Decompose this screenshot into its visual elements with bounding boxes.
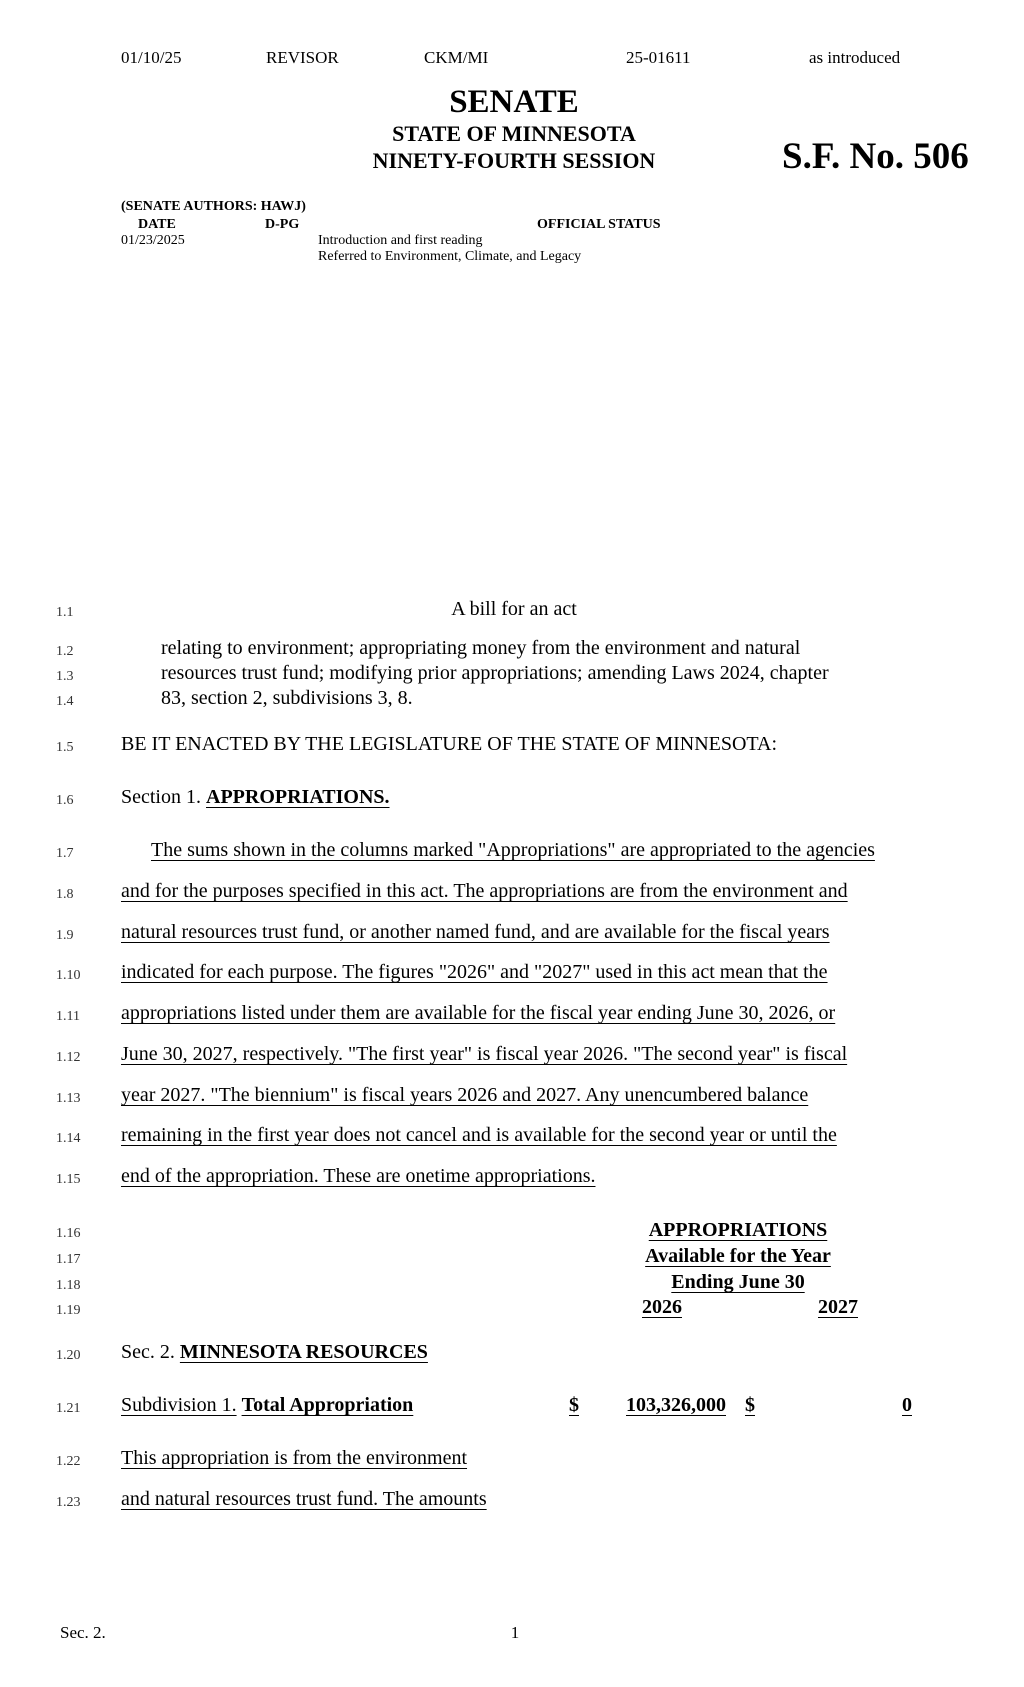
section-title: APPROPRIATIONS.	[206, 786, 390, 808]
line-number: 1.19	[56, 1303, 81, 1318]
header-date: 01/10/25	[121, 48, 182, 67]
appropriations-subheading: Ending June 30	[671, 1271, 805, 1293]
status-col-date: DATE	[138, 217, 176, 232]
footer-section: Sec. 2.	[60, 1623, 106, 1642]
line-number: 1.11	[56, 1009, 80, 1024]
line-number: 1.10	[56, 968, 81, 983]
title-line: relating to environment; appropriating money from the environment and natural	[161, 637, 801, 659]
status-entry-1: Introduction and first reading	[318, 233, 483, 248]
line-number: 1.22	[56, 1454, 81, 1469]
section-number: Sec. 2.	[121, 1341, 175, 1363]
section-title: MINNESOTA RESOURCES	[179, 1341, 428, 1363]
year-column-2027: 2027	[818, 1296, 858, 1318]
enacting-clause: BE IT ENACTED BY THE LEGISLATURE OF THE STATE OF MINNESOTA:	[121, 733, 778, 755]
amount-2026: 103,326,000	[626, 1394, 726, 1416]
status-col-dpg: D-PG	[265, 217, 300, 232]
dollar-sign: $	[569, 1394, 579, 1416]
paragraph-line: year 2027. "The biennium" is fiscal years 2026 and 2027. Any unencumbered balance	[121, 1084, 809, 1106]
status-entry-2: Referred to Environment, Climate, and Legacy	[318, 249, 582, 264]
header-revisor: REVISOR	[266, 48, 339, 67]
paragraph-line: natural resources trust fund, or another named fund, and are available for the fiscal years	[121, 921, 830, 943]
line-number: 1.23	[56, 1495, 81, 1510]
status-entry-date: 01/23/2025	[121, 233, 185, 248]
line-number: 1.8	[56, 887, 74, 902]
header-status: as introduced	[809, 48, 901, 67]
line-number: 1.14	[56, 1131, 81, 1146]
header-doc-number: 25-01611	[626, 48, 691, 67]
paragraph-line: and natural resources trust fund. The amounts	[121, 1488, 487, 1510]
paragraph-line: The sums shown in the columns marked "Appropriations" are appropriated to the agencies	[151, 839, 875, 861]
appropriations-subheading: Available for the Year	[645, 1245, 831, 1267]
subdivision-number: Subdivision 1.	[121, 1394, 237, 1416]
amount-2027: 0	[902, 1394, 912, 1416]
subdivision-title: Total Appropriation	[241, 1394, 414, 1416]
paragraph-line: and for the purposes specified in this act. The appropriations are from the environment and	[121, 880, 848, 902]
section-heading	[121, 1341, 428, 1364]
chamber-title: SENATE	[449, 84, 579, 120]
line-number: 1.15	[56, 1172, 81, 1187]
section-number: Section 1.	[121, 786, 201, 808]
title-line: 83, section 2, subdivisions 3, 8.	[161, 687, 413, 709]
authors-label: (SENATE AUTHORS: HAWJ)	[121, 199, 306, 214]
year-column-2026: 2026	[642, 1296, 682, 1318]
line-number: 1.2	[56, 644, 74, 659]
line-number: 1.3	[56, 669, 74, 684]
line-number: 1.16	[56, 1226, 81, 1241]
line-number: 1.9	[56, 928, 74, 943]
line-number: 1.21	[56, 1401, 81, 1416]
paragraph-line: end of the appropriation. These are onetime appropriations.	[121, 1165, 596, 1187]
subdivision-heading	[121, 1394, 413, 1417]
line-number: 1.5	[56, 740, 74, 755]
status-col-official: OFFICIAL STATUS	[537, 217, 661, 232]
line-number: 1.6	[56, 793, 74, 808]
paragraph-line: This appropriation is from the environment	[121, 1447, 468, 1469]
line-number: 1.13	[56, 1091, 81, 1106]
bill-heading: A bill for an act	[451, 598, 577, 620]
section-heading	[121, 786, 390, 809]
paragraph-line: appropriations listed under them are available for the fiscal year ending June 30, 2026, or	[121, 1002, 836, 1024]
title-line: resources trust fund; modifying prior appropriations; amending Laws 2024, chapter	[161, 662, 829, 684]
appropriations-heading: APPROPRIATIONS	[648, 1219, 828, 1241]
session-title: NINETY-FOURTH SESSION	[372, 148, 656, 173]
header-initials: CKM/MI	[424, 48, 489, 67]
line-number: 1.7	[56, 846, 74, 861]
paragraph-line: June 30, 2027, respectively. "The first year" is fiscal year 2026. "The second year" is fiscal	[121, 1043, 848, 1065]
line-number: 1.18	[56, 1278, 81, 1293]
bill-number: S.F. No. 506	[782, 136, 969, 177]
line-number: 1.17	[56, 1252, 81, 1267]
page-number: 1	[510, 1623, 520, 1642]
paragraph-line: indicated for each purpose. The figures "2026" and "2027" used in this act mean that the	[121, 961, 828, 983]
paragraph-line: remaining in the first year does not cancel and is available for the second year or until the	[121, 1124, 837, 1146]
dollar-sign: $	[745, 1394, 755, 1416]
line-number: 1.12	[56, 1050, 81, 1065]
state-title: STATE OF MINNESOTA	[392, 121, 636, 146]
line-number: 1.1	[56, 605, 74, 620]
line-number: 1.4	[56, 694, 74, 709]
line-number: 1.20	[56, 1348, 81, 1363]
